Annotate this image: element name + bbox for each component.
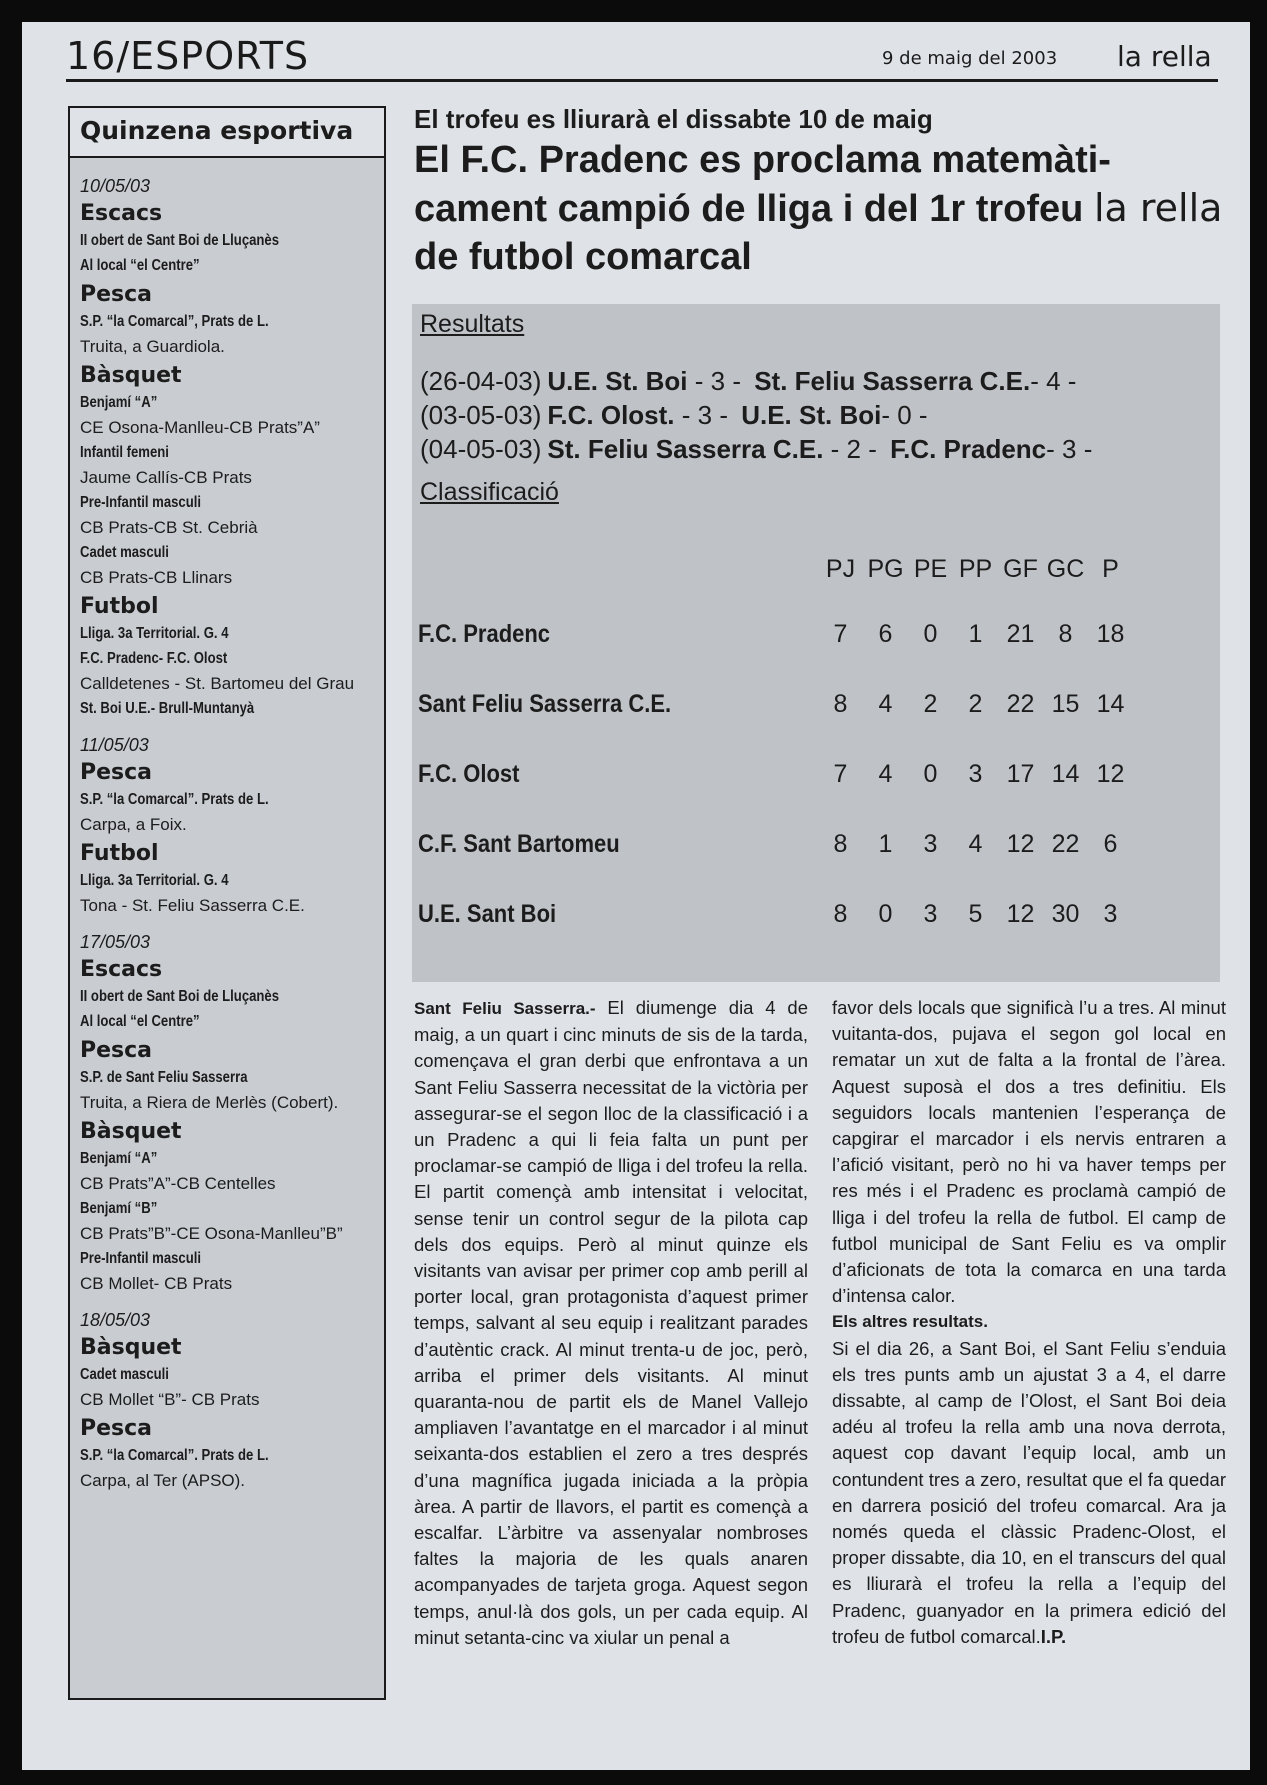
standings-cell: 15 [1051, 689, 1080, 718]
agenda-sport: Bàsquet [80, 1335, 182, 1360]
standings-cell: 12 [1006, 899, 1035, 928]
agenda-line: Cadet masculi [80, 1366, 169, 1383]
headline-text-end: de futbol comarcal [414, 236, 752, 278]
standings-header: GC [1046, 554, 1085, 583]
newspaper-page [22, 22, 1250, 1770]
standings-cell: 4 [968, 829, 983, 858]
header-rule [66, 79, 1218, 82]
result-row [420, 434, 1092, 465]
standings-cell: 6 [1103, 829, 1118, 858]
standings-cell: 6 [878, 619, 893, 648]
agenda-line: CB Prats-CB St. Cebrià [80, 518, 258, 537]
agenda-line: Truita, a Guardiola. [80, 337, 225, 356]
agenda-line: S.P. de Sant Feliu Sasserra [80, 1069, 248, 1086]
subhead: Els altres resultats. [832, 1312, 988, 1332]
standings-cell: 7 [833, 759, 848, 788]
agenda-line: CB Prats”A”-CB Centelles [80, 1174, 276, 1193]
team-name: F.C. Olost [418, 759, 520, 788]
result-home: St. Feliu Sasserra C.E. [547, 434, 824, 464]
sidebar-agenda [68, 106, 386, 1700]
standings-cell: 3 [1103, 899, 1118, 928]
agenda-sport: Pesca [80, 282, 153, 307]
standings-cell: 12 [1096, 759, 1125, 788]
standings-cell: 22 [1051, 829, 1080, 858]
issue-date: 9 de maig del 2003 [882, 48, 1058, 69]
standings-cell: 3 [923, 899, 938, 928]
standings-cell: 30 [1051, 899, 1080, 928]
agenda-line: Carpa, a Foix. [80, 815, 187, 834]
result-away: St. Feliu Sasserra C.E. [754, 366, 1031, 396]
agenda-line: Lliga. 3a Territorial. G. 4 [80, 625, 229, 642]
result-hs: - 3 - [674, 400, 736, 430]
agenda-sport: Bàsquet [80, 1119, 182, 1144]
agenda-line: Benjamí “A” [80, 394, 158, 411]
standings-cell: 17 [1006, 759, 1035, 788]
result-hs: - 3 - [687, 366, 749, 396]
agenda-line: Jaume Callís-CB Prats [80, 468, 252, 487]
body-text: El diumenge dia 4 de maig, a un quart i cinc minuts de sis de la tarda, començava el gran derbi que enfrontava a un Sant Feliu Sasserra necessitat de la victòria per assegurar-se el segon lloc de la classificació i a un Pradenc a qui li feia falta un punt per proclamar-se campió de lliga i del trofeu la rella. El partit començà amb intensitat i velocitat, sense tenir un control segur de la pilota cap dels dos equips. Però al minut quinze els visitants van avisar per primer cop amb perill al porter local, gran protagonista d’aquest primer temps, salvant al seu equip i realitzant parades d’autèntic crack. Al minut trenta-u de joc, però, arriba el primer dels visitants. Al minut quaranta-nou de partit els de Manel Vallejo ampliaven l’avantatge en el marcador i al minut seixanta-dos establien el zero a tres després d’una magnífica jugada iniciada a la pròpia àrea. A partir de llavors, el partit es començà a escalfar. L’àrbitre va assenyalar nombroses faltes la majoria de les quals anaren acompanyades de tarjeta groga. Aquest segon temps, anul·là dos gols, un per cada equip. Al minut setanta-cinc va xiular un penal a [414, 997, 808, 1648]
standings-cell: 14 [1096, 689, 1125, 718]
byline: Sant Feliu Sasserra.- [414, 999, 596, 1018]
agenda-sport: Bàsquet [80, 363, 182, 388]
result-as: - 3 - [1046, 434, 1093, 464]
standings-cell: 14 [1051, 759, 1080, 788]
standings-header: GF [1003, 554, 1038, 583]
standings-cell: 12 [1006, 829, 1035, 858]
agenda-sport: Futbol [80, 841, 159, 866]
agenda-line: II obert de Sant Boi de Lluçanès [80, 232, 280, 249]
agenda-sport: Escacs [80, 201, 163, 226]
results-box [412, 304, 1220, 982]
agenda-line: St. Boi U.E.- Brull-Muntanyà [80, 700, 255, 717]
agenda-line: Benjamí “B” [80, 1200, 158, 1217]
results-label: Resultats [420, 310, 525, 338]
standings-header: PE [913, 554, 948, 583]
agenda-sport: Pesca [80, 760, 153, 785]
team-name: F.C. Pradenc [418, 619, 551, 648]
standings-cell: 8 [833, 689, 848, 718]
agenda-line: CE Osona-Manlleu-CB Prats”A” [80, 418, 320, 437]
body-text: favor dels locals que significà l’u a tres. Al minut vuitanta-dos, pujava el segon gol local en rematar un xut de falta a la frontal de l’àrea. Aquest suposà el dos a tres definitiu. Els seguidors locals mantenien l’esperança de capgirar el marcador i els nervis entraren a l’afició visitant, però no hi va haver temps per res més i el Pradenc es proclamà campió de lliga i del trofeu la rella de futbol. El camp de futbol municipal de Sant Feliu es va omplir d’aficionats de tota la comarca en una tarda d’intensa calor. [832, 997, 1226, 1307]
standings-cell: 1 [878, 829, 893, 858]
team-name: Sant Feliu Sasserra C.E. [418, 689, 672, 718]
agenda-date: 11/05/03 [80, 735, 149, 755]
result-date: (03-05-03) [420, 400, 542, 430]
result-home: F.C. Olost. [547, 400, 675, 430]
agenda-line: Tona - St. Feliu Sasserra C.E. [80, 896, 305, 915]
standings-cell: 3 [923, 829, 938, 858]
standings-table [418, 539, 1133, 949]
result-as: - 0 - [881, 400, 928, 430]
agenda-sport: Pesca [80, 1416, 153, 1441]
publication-name: la rella [1117, 40, 1212, 73]
agenda-date: 10/05/03 [80, 176, 151, 196]
standings-header: P [1102, 554, 1119, 583]
standings-row [418, 669, 1133, 739]
agenda-sport: Escacs [80, 957, 163, 982]
agenda-line: S.P. “la Comarcal”, Prats de L. [80, 313, 269, 330]
standings-header: PG [867, 554, 904, 583]
standings-cell: 1 [968, 619, 983, 648]
standings-row [418, 739, 1133, 809]
result-away: U.E. St. Boi [741, 400, 882, 430]
standings-cell: 22 [1006, 689, 1035, 718]
agenda-line: Pre-Infantil masculi [80, 1250, 202, 1267]
standings-cell: 2 [968, 689, 983, 718]
standings-cell: 0 [923, 759, 938, 788]
standings-cell: 0 [878, 899, 893, 928]
agenda-date: 18/05/03 [80, 1310, 151, 1330]
result-row [420, 366, 1076, 397]
standings-cell: 21 [1006, 619, 1035, 648]
standings-header: PJ [825, 554, 856, 583]
signature: I.P. [1040, 1625, 1067, 1647]
agenda-sport: Futbol [80, 594, 159, 619]
standings-cell: 7 [833, 619, 848, 648]
team-name: C.F. Sant Bartomeu [418, 829, 620, 858]
team-name: U.E. Sant Boi [418, 899, 557, 928]
agenda-line: CB Prats”B”-CE Osona-Manlleu”B” [80, 1224, 343, 1243]
standings-cell: 8 [1058, 619, 1073, 648]
standings-cell: 0 [923, 619, 938, 648]
standings-cell: 8 [833, 899, 848, 928]
standings-cell: 4 [878, 689, 893, 718]
standings-cell: 3 [968, 759, 983, 788]
agenda-line: Truita, a Riera de Merlès (Cobert). [80, 1093, 339, 1112]
standings-row [418, 809, 1133, 879]
headline-text: El F.C. Pradenc es proclama matemàti-cament campió de lliga i del 1r trofeu [414, 139, 1111, 230]
agenda-line: CB Mollet “B”- CB Prats [80, 1390, 260, 1409]
result-home: U.E. St. Boi [547, 366, 688, 396]
standings-cell: 2 [923, 689, 938, 718]
article-kicker: El trofeu es lliurarà el dissabte 10 de maig [414, 104, 933, 134]
standings-cell: 4 [878, 759, 893, 788]
headline-brand: la rella [1093, 186, 1223, 230]
section-title: 16/ESPORTS [66, 34, 310, 78]
agenda-line: Cadet masculi [80, 544, 169, 561]
agenda-line: Calldetenes - St. Bartomeu del Grau [80, 674, 355, 693]
result-date: (26-04-03) [420, 366, 542, 396]
result-hs: - 2 - [823, 434, 885, 464]
agenda-line: CB Prats-CB Llinars [80, 568, 233, 587]
result-date: (04-05-03) [420, 434, 542, 464]
agenda-line: Infantil femeni [80, 444, 169, 461]
standings-label: Classificació [420, 478, 559, 506]
article-column-2 [832, 995, 1226, 1650]
agenda-line: Carpa, al Ter (APSO). [80, 1471, 246, 1490]
sidebar-title: Quinzena esportiva [70, 108, 384, 158]
standings-cell: 8 [833, 829, 848, 858]
agenda-line: Benjamí “A” [80, 1150, 158, 1167]
agenda-line: Lliga. 3a Territorial. G. 4 [80, 872, 229, 889]
standings-row [418, 879, 1133, 949]
result-away: F.C. Pradenc [890, 434, 1047, 464]
article-column-1 [414, 995, 808, 1651]
agenda-line: F.C. Pradenc- F.C. Olost [80, 650, 228, 667]
result-as: - 4 - [1030, 366, 1077, 396]
standings-row [418, 599, 1133, 669]
standings-cell: 5 [968, 899, 983, 928]
agenda-line: Pre-Infantil masculi [80, 494, 202, 511]
agenda-line: S.P. “la Comarcal”. Prats de L. [80, 791, 269, 808]
agenda-line: S.P. “la Comarcal”. Prats de L. [80, 1447, 269, 1464]
agenda-date: 17/05/03 [80, 932, 151, 952]
agenda-line: Al local “el Centre” [80, 257, 200, 274]
body-text: Si el dia 26, a Sant Boi, el Sant Feliu s’enduia els tres punts amb un ajustat 3 a 4, el darre dissabte, al camp de l’Olost, el Sant Boi deia adéu al trofeu la rella amb una nova derrota, aquest cop davant l’equip local, amb un contundent tres a zero, resultat que el fa quedar en darrera posició del trofeu comarcal. Ara ja només queda el clàssic Pradenc-Olost, el proper dissabte, dia 10, en el transcurs del qual es lliurarà el trofeu la rella a l’equip del Pradenc, guanyador en la primera edició del trofeu de futbol comarcal. [832, 1337, 1226, 1647]
article-headline [414, 136, 1234, 281]
agenda-line: CB Mollet- CB Prats [80, 1274, 233, 1293]
agenda-sport: Pesca [80, 1038, 153, 1063]
sidebar-list [70, 158, 384, 1493]
standings-header: PP [958, 554, 993, 583]
result-row [420, 400, 928, 431]
agenda-line: II obert de Sant Boi de Lluçanès [80, 988, 280, 1005]
agenda-line: Al local “el Centre” [80, 1013, 200, 1030]
standings-cell: 18 [1096, 619, 1125, 648]
